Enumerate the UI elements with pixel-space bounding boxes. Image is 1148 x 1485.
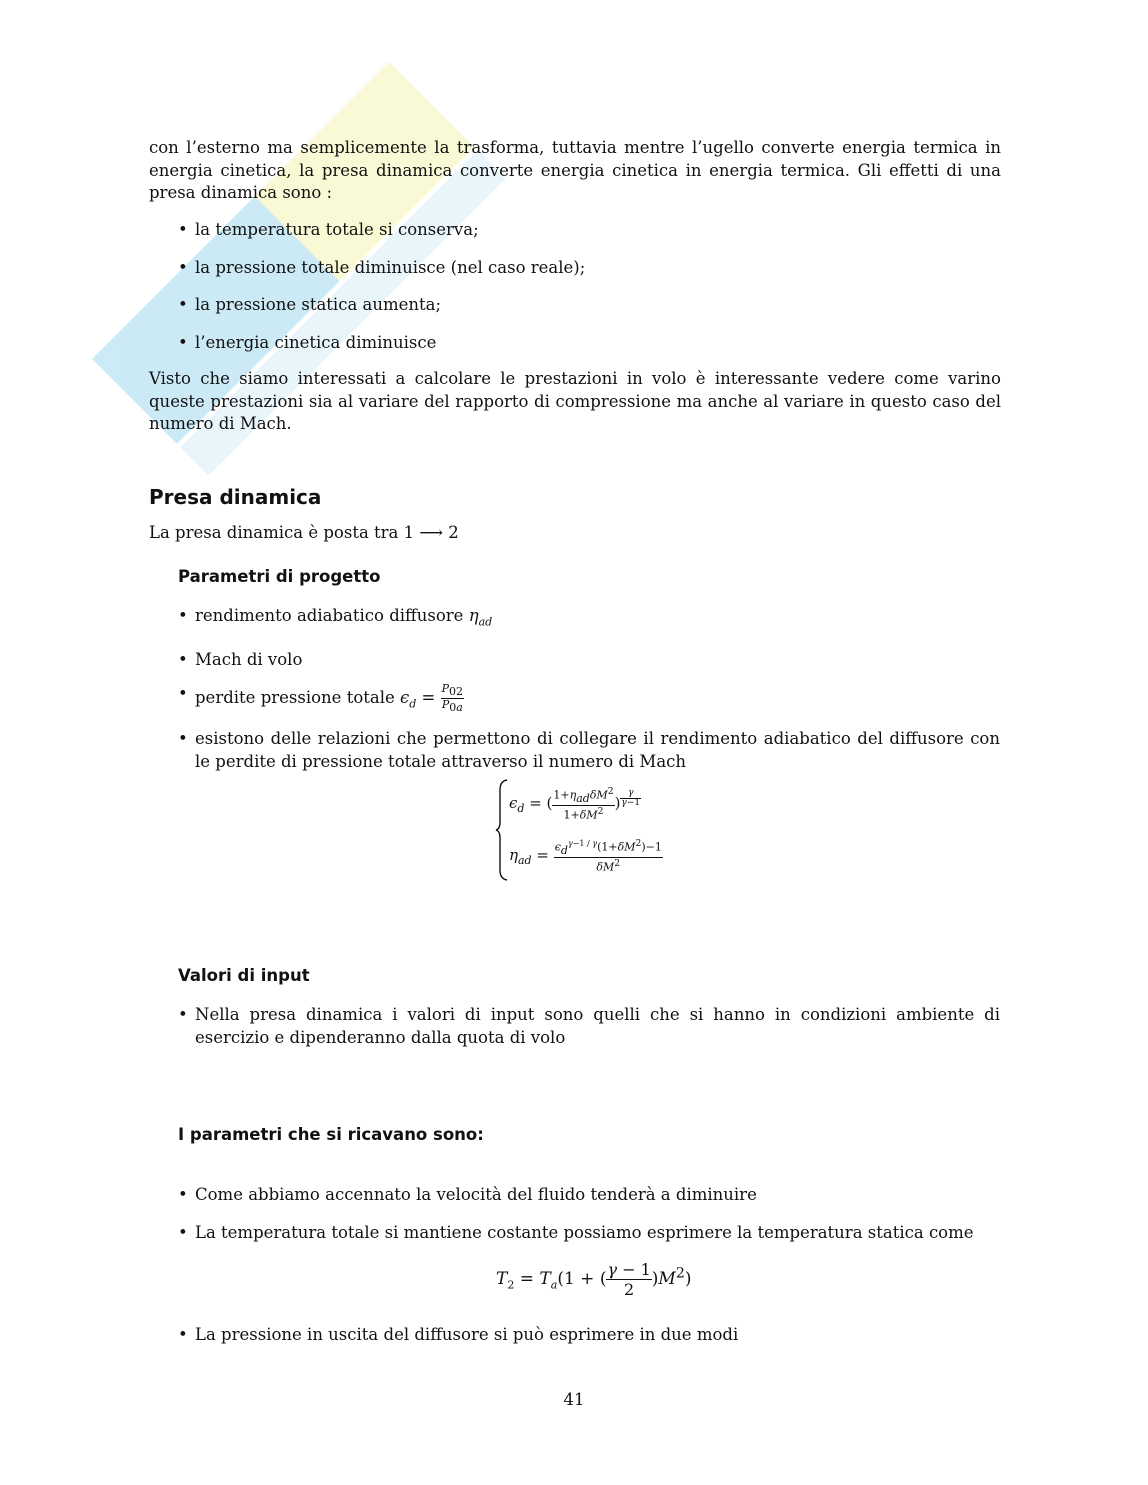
page-number: 41 bbox=[563, 1390, 585, 1409]
eta-ad-symbol: $\eta_{ad}$ bbox=[468, 606, 493, 629]
item-text: perdite pressione totale bbox=[195, 688, 395, 708]
section-intro: La presa dinamica è posta tra 1 ⟶ 2 bbox=[149, 523, 459, 542]
effects-list bbox=[178, 219, 1000, 354]
list-item: • La temperatura totale si mantiene costante possiamo esprimere la temperatura statica come bbox=[178, 1222, 1000, 1245]
item-text: rendimento adiabatico diffusore bbox=[195, 606, 464, 625]
list-item: • esistono delle relazioni che permettono di collegare il rendimento adiabatico del diffusore con le perdite di pressione totale attraverso il numero di Mach bbox=[178, 728, 1000, 773]
list-item: • Nella presa dinamica i valori di input sono quelli che si hanno in condizioni ambiente di esercizio e dipenderanno dalla quota di volo bbox=[178, 1004, 1000, 1049]
list-item: • la pressione totale diminuisce (nel caso reale); bbox=[178, 257, 1000, 280]
epsilon-d-formula: $\epsilon_d$ = $\frac{P_{02}}{P_{0a}}$ bbox=[400, 682, 464, 715]
left-brace bbox=[495, 778, 509, 882]
list-item bbox=[178, 605, 1000, 634]
subsection-title-valori: Valori di input bbox=[178, 966, 310, 985]
list-item bbox=[178, 683, 1000, 716]
subsection-title-parametri: Parametri di progetto bbox=[178, 567, 381, 586]
equation-epsilon: $\epsilon_d$ = ( $\frac{1+\eta_{ad}\delta M^2}{1+\delta M^2}$ ) $^{\frac{\gamma}{\gamma-1}}$ bbox=[509, 786, 641, 822]
ricavati-list-continued bbox=[178, 1324, 1000, 1347]
equation-system bbox=[495, 778, 695, 882]
ricavati-list bbox=[178, 1184, 1000, 1244]
section-title: Presa dinamica bbox=[149, 485, 322, 509]
equation-t2: $T_2 = T_a(1$ + ( $\frac{\gamma - 1}{2}$ )$M^2$) bbox=[496, 1260, 692, 1299]
paragraph-performance: Visto che siamo interessati a calcolare le prestazioni in volo è interessante vedere come varino queste prestazioni sia al variare del rapporto di compressione ma anche al variare in questo caso del numero di Mach. bbox=[149, 369, 1001, 433]
valori-list bbox=[178, 1004, 1000, 1049]
parametri-list bbox=[178, 605, 1000, 773]
equation-eta: $\eta_{ad}$ = $\frac{\epsilon_d^{\gamma-1 / \gamma}(1+\delta M^2)-1}{\delta M^2}$ bbox=[509, 838, 662, 874]
list-item: • l’energia cinetica diminuisce bbox=[178, 332, 1000, 355]
intro-paragraph: con l’esterno ma semplicemente la trasforma, tuttavia mentre l’ugello converte energia termica in energia cinetica, la presa dinamica converte energia cinetica in energia termica. Gli effetti di una presa dinamica sono : bbox=[149, 138, 1001, 202]
list-item: • Mach di volo bbox=[178, 649, 1000, 672]
list-item: • La pressione in uscita del diffusore si può esprimere in due modi bbox=[178, 1324, 1000, 1347]
list-item: • la temperatura totale si conserva; bbox=[178, 219, 1000, 242]
list-item: • la pressione statica aumenta; bbox=[178, 294, 1000, 317]
list-item: • Come abbiamo accennato la velocità del fluido tenderà a diminuire bbox=[178, 1184, 1000, 1207]
subsection-title-ricavati: I parametri che si ricavano sono: bbox=[178, 1125, 484, 1144]
